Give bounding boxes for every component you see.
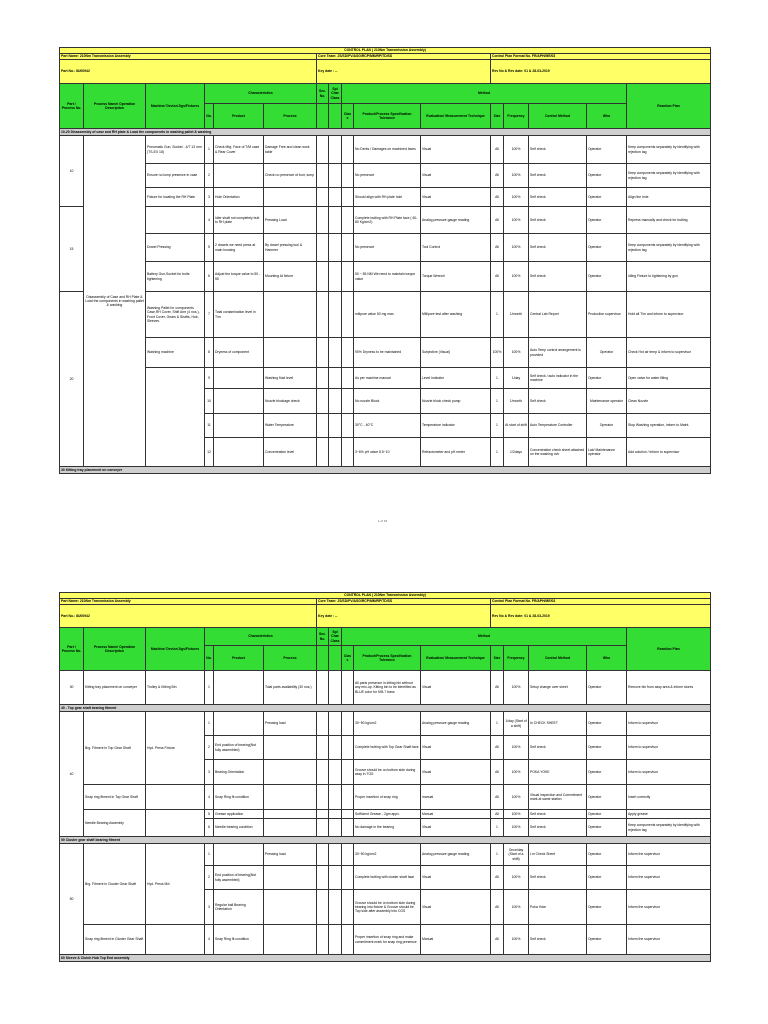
control-plan-table-1	[59, 47, 711, 474]
control-plan-page-1	[59, 47, 710, 474]
header-product: Product	[214, 104, 264, 129]
table-row: 50 Brg. Fitment in Cluster Gear Shaft Hyd. Press M/c 1 Pressing load. 30~50 kg/cm2 Analog pressure gauge reading 1 Once/day (Start of a shift) I.m Check Sheet Operator Inform the supervisor	[60, 844, 711, 866]
header-class: Class	[342, 104, 354, 129]
format-no: Control Plan Format No. FR/APH/ME/03	[491, 54, 711, 60]
section-header: 40 - Top gear shaft bearing fitment	[60, 705, 711, 712]
core-team: Core Team: JS/SD/PV/ASG/RCP/MM/RP/TD/SS	[317, 599, 491, 605]
document-title: CONTROL PLAN ( 210Nm Transmission Assembly)	[60, 48, 711, 54]
revision: Rev No & Rev date: 01 & 28-03-2019	[491, 60, 711, 84]
table-row: 9 Washing fluid level As per machine manual Level Indicator 1 1/day Self check / auto indicator in the machine Operator Open valve for water filling	[60, 368, 711, 389]
page-number: 1 of 15	[378, 519, 388, 523]
header-no: No.	[205, 104, 214, 129]
table-row: Washing machine 8 Dryness of component 90% Dryness to be maintained Subjective (Visual) 100% 100% Auto Temp control arrangement is provided Operator Check Hot air temp & inform to supervisor	[60, 338, 711, 368]
header-evaluation: Evaluation/ Measurement Technique	[421, 104, 491, 129]
process-name-cell: Disassembly of Case and RH Plate & Load the components in washing pallet & washing	[84, 136, 146, 467]
table-row: 12 Concentration level 3~6% pH value 8.5~10 Refractometer and pH meter 1 1/2days Concentration check sheet attached on the washing m/c Lab/ Maintenance operator Add solution / Inform to supervisor	[60, 438, 711, 467]
key-date: Key date : --	[317, 605, 491, 628]
header-who: Who	[587, 104, 627, 129]
section-header: 10-20 Disassembly of case and RH plate & Load the components in washing pallet & washing	[60, 129, 711, 136]
table-row: 10 Nozzle blockage check No nozzle Block Nozzle block check pump 1 1/month Self check Maintenance operator Clean Nozzle	[60, 389, 711, 414]
header-part-process-no: Part / Process No.	[60, 84, 84, 129]
part-name: Part Name: 210Nm Transmission Assembly	[60, 599, 317, 605]
section-header: 60 Sleeve & Clutch Hub Top End assembly	[60, 955, 711, 962]
header-size: Size	[491, 104, 504, 129]
part-name: Part Name: 210Nm Transmission Assembly	[60, 54, 317, 60]
core-team: Core Team: JS/SD/PV/ASG/RCP/MM/RP/TD/SS	[317, 54, 491, 60]
table-row: 2 End position of bearing(Not fully assembled) Complete butting with Top Gear Shaft face Visual All 100% Self check Operator Inform to supervisor	[60, 736, 711, 760]
table-row: 10 Disassembly of Case and RH Plate & Load the components in washing pallet & washing Pneumatic Gun, Socket - 4/7 13 mm (TS-EX 18) 1 Check Mtg. Face of T/M case & Rear Cover Damage Free and clean work table No Dents / Damages on machined faces Visual All 100% Self check Operator Keep components separately by identifying with rejection tag	[60, 136, 711, 164]
section-header: 30 Kitting tray placement on conveyer	[60, 467, 711, 474]
control-plan-table-2: CONTROL PLAN ( 210Nm Transmission Assembly) Part Name: 210Nm Transmission Assembly Core Team: JS/SD/PV/ASG/RCP/MM/RP/TD/SS Control Plan Format No. FR/APH/ME/03 Part No.: 8U00942 Key date : -- Rev No & Rev date: 01 & 28-03-2019 Part / Process No. Process Name/ Operation Description Machine/ Device/Jigs/Fixtures Characteristics Sec. No. Spl Char Class Method Reaction Plan No. Product Process Class Product/Process Specification Tolerance Evaluation/ Measurement Technique Size Frequency Control Method Who 30 Kitting tray placement on conveyer Trolley & Kitting Bin 1 Total parts availability (30 nos.) All parts presence in kitting bin without any mix-up. Kitting bin to be identified as BLUE color for N9L7 trans Visual All 100% Setup change over sheet Operator Remove bin from assy area & inform stores 40 - Top gear shaft bearing fitment 40 Brg. Fitment in Top Gear Shaft Hyd. Press Fixture 1 Pressing load 30~50 kg/cm2 Analog pressure gauge reading 1 1/day (Start of a shift) In CHECK SHEET Operator Inform to supervisor 2 End position of bearing(Not fully assembled) Complete butting with Top Gear Shaft face Visual All 100% Self check Operator Inform to supervisor 3 Bearing Orientation Groove should be on bottom side during assy in TGS Visual All 100% POKA YOKE Operator Inform to supervisor Snap ring fitment in Top Gear Shaft 4 Snap Ring fit condition Proper insertion of snap ring manual All 100% Visual inspection and Commitment mark at same station Operator Insert correctly Needle Bearing Assembly 5 Grease application Sufficient Grease - 2gm appx. Manual All 100% Self check Operator Apply grease 6 Needle bearing condition No damage in the bearing Visual 1 100% Self check Operator Keep components separately by identifying with rejection tag 50 Cluster gear shaft bearing fitment 50 Brg. Fitment in Cluster Gear Shaft Hyd. Press M/c 1 Pressing load. 30~50 kg/cm2 Analog pressure gauge reading 1 Once/day (Start of a shift) I.m Check Sheet Operator Inform the supervisor 2 End position of bearing(Not fully assembled) Complete butting with cluster shaft face Visual All 100% Self check Operator Inform the supervisor 3 Regular ball Bearing Orientation Groove should be on bottom side during bearing into fixture & Groove should be Top side after assembly into CGS Visual All 100% Poka Yoke Operator Inform the supervisor Snap ring fitment in Cluster Gear Shaft 4 Snap Ring fit condition Proper insertion of snap ring and make commitment mark for snap ring presence Manual All 100% Self check Operator Inform the supervisor 60 Sleeve & Clutch Hub Top End assembly	[59, 592, 711, 962]
header-characteristics: Characteristics	[205, 84, 317, 104]
table-row: Snap ring fitment in Top Gear Shaft 4 Snap Ring fit condition Proper insertion of snap ring manual All 100% Visual inspection and Commitment mark at same station Operator Insert correctly	[60, 785, 711, 810]
table-row: 40 Brg. Fitment in Top Gear Shaft Hyd. Press Fixture 1 Pressing load 30~50 kg/cm2 Analog pressure gauge reading 1 1/day (Start of a shift) In CHECK SHEET Operator Inform to supervisor	[60, 712, 711, 736]
document-title: CONTROL PLAN ( 210Nm Transmission Assembly)	[60, 593, 711, 599]
table-row: 15 4 Idler shaft not completely butt to RH plate Pressing Load Complete butting with RH Plate face ( 60-80 Kg/cm2) Analog pressure gauge reading All 100% Self check Operator Repress manually and check for butting	[60, 207, 711, 234]
table-row: Fixture for locating the RH Plate 3 Hole Orientation Should align with RH plate hole Visual All 100% Self check Operator Align the hole	[60, 188, 711, 207]
part-no: Part No.: 8U00942	[60, 605, 317, 628]
table-row: 30 Kitting tray placement on conveyer Trolley & Kitting Bin 1 Total parts availability (30 nos.) All parts presence in kitting bin without any mix-up. Kitting bin to be identified as BLUE color for N9L7 trans Visual All 100% Setup change over sheet Operator Remove bin from assy area & inform stores	[60, 671, 711, 705]
key-date: Key date : --	[317, 60, 491, 84]
table-row: Dowel Pressing 5 2 dowels we need press at main housing By dowel pressing tool & Hammer No presence Tool Control All 100% Self check Operator Keep components separately by identifying with rejection tag	[60, 234, 711, 262]
header-reaction-plan: Reaction Plan	[627, 84, 711, 129]
header-process: Process	[264, 104, 317, 129]
section-header: 50 Cluster gear shaft bearing fitment	[60, 837, 711, 844]
header-frequency: Frequency	[504, 104, 529, 129]
table-row: Battery Gun,Socket for bolts tightening 6 Adjust the torque value to 50 - 55 Mounting At fixture 50 ~ 55 NM We need to maintain torque value Torque Wrench All 100% Self check Operator Idling Fixture to tightening by gun	[60, 262, 711, 292]
header-method: Method	[342, 84, 627, 104]
header-spec: Product/Process Specification Tolerance	[354, 104, 421, 129]
header-process-name: Process Name/ Operation Description	[84, 84, 146, 129]
revision: Rev No & Rev date: 01 & 28-03-2019	[491, 605, 711, 628]
table-row: Ensure no lump presence in case 2 Check no presence of burr, lump No presence Visual All 100% Self check Operator Keep components separately by identifying with rejection tag	[60, 164, 711, 188]
control-plan-page-2	[59, 592, 710, 962]
header-special-char: Spl Char Class	[329, 84, 342, 104]
table-row: Needle Bearing Assembly 5 Grease application Sufficient Grease - 2gm appx. Manual All 100% Self check Operator Apply grease	[60, 810, 711, 819]
format-no: Control Plan Format No. FR/APH/ME/03	[491, 599, 711, 605]
header-sec-no: Sec. No.	[317, 84, 329, 104]
table-row: 6 Needle bearing condition No damage in the bearing Visual 1 100% Self check Operator Keep components separately by identifying with rejection tag	[60, 819, 711, 837]
table-row: 2 End position of bearing(Not fully assembled) Complete butting with cluster shaft face Visual All 100% Self check Operator Inform the supervisor	[60, 866, 711, 890]
table-row: 3 Regular ball Bearing Orientation Groove should be on bottom side during bearing into fixture & Groove should be Top side after assembly into CGS Visual All 100% Poka Yoke Operator Inform the supervisor	[60, 890, 711, 925]
header-control-method: Control Method	[529, 104, 587, 129]
table-row: 3 Bearing Orientation Groove should be on bottom side during assy in TGS Visual All 100% POKA YOKE Operator Inform to supervisor	[60, 760, 711, 785]
table-row: Snap ring fitment in Cluster Gear Shaft 4 Snap Ring fit condition Proper insertion of snap ring and make commitment mark for snap ring presence Manual All 100% Self check Operator Inform the supervisor	[60, 925, 711, 955]
header-machine: Machine/ Device/Jigs/Fixtures	[146, 84, 205, 129]
table-row: 20 Washing Pallet for components Case,RH Cover, Shift Arm (4 nos.), Front Cover, Gears & Shafts, Hub, Sleeves. 7 Total contamination level in T/m milipore value 50 mg max. Millipore test after washing 1 1/month Central Lab Report Production supervisor Hold all T/m and inform to supervisor	[60, 292, 711, 338]
table-row: 11 Water Temperature 30°C - 40°C Temperature indicator 1 At start of shift Auto Temperature Controller Operator Stop Washing operation, inform to Maint.	[60, 414, 711, 438]
part-no: Part No.: 8U00942	[60, 60, 317, 84]
